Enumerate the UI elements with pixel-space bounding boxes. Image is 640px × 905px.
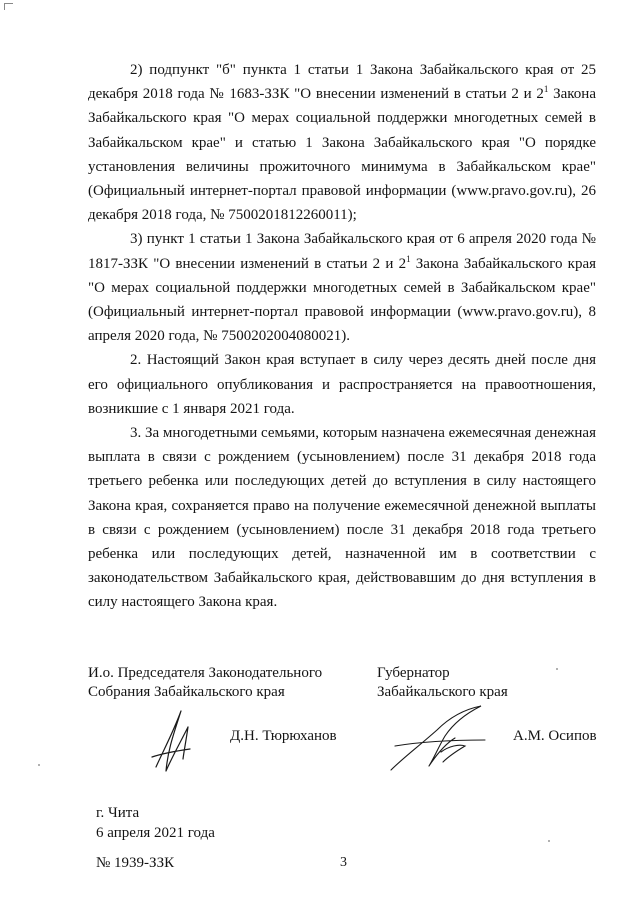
paragraph-item-3: 3) пункт 1 статьи 1 Закона Забайкальского края от 6 апреля 2020 года № 1817-ЗЗК "О внесении изменений в статьи 2 и $2^1$ Закона Забайкальского края "О мерах социальной поддержки многодетных семей в Забайкальском крае" (Официальный интернет-портал правовой информации (www.pravo.gov.ru), 8 апреля 2020 года, № 7500202004080021). bbox=[88, 231, 597, 345]
right-signatory-title: Губернатор Забайкальского края bbox=[377, 665, 508, 700]
paragraph-article-2: 2. Настоящий Закон края вступает в силу через десять дней после дня его официального опубликования и распространяется на правоотношения, возникшие с 1 января 2021 года. bbox=[88, 352, 596, 417]
scan-speck bbox=[548, 840, 550, 842]
right-signatory-name: А.М. Осипов bbox=[513, 728, 597, 744]
scan-speck bbox=[556, 668, 558, 670]
body-text bbox=[88, 58, 596, 615]
paragraph-article-3: 3. За многодетными семьями, которым назначена ежемесячная денежная выплата в связи с рождением (усыновлением) после 31 декабря 2018 года третьего ребенка или последующих детей до вступления в силу настоящего Закона края, сохраняется право на получение ежемесячной денежной выплаты в связи с рождением (усыновлением) после 31 декабря 2018 года третьего ребенка или последующих детей, назначенной им в соответствии с законодательством Забайкальского края, действовавшим до дня вступления в силу настоящего Закона края. bbox=[88, 425, 596, 611]
scan-corner-mark bbox=[4, 3, 13, 10]
left-signatory-name: Д.Н. Тюрюханов bbox=[230, 728, 337, 744]
date: 6 апреля 2021 года bbox=[96, 825, 215, 841]
scan-speck bbox=[38, 764, 40, 766]
place-and-date bbox=[96, 803, 215, 843]
city: г. Чита bbox=[96, 805, 140, 821]
left-signatory-title: И.о. Председателя Законодательного Собрания Забайкальского края bbox=[88, 665, 323, 700]
page-number: 3 bbox=[340, 855, 347, 870]
document-number: № 1939-ЗЗК bbox=[96, 855, 175, 871]
paragraph-item-2: 2) подпункт "б" пункта 1 статьи 1 Закона Забайкальского края от 25 декабря 2018 года № 1683-ЗЗК "О внесении изменений в статьи 2 и $2^1$ Закона Забайкальского края "О мерах социальной поддержки многодетных семей в Забайкальском крае" и статью 1 Закона Забайкальского края "О порядке установления величины прожиточного минимума в Забайкальском крае" (Официальный интернет-портал правовой информации (www.pravo.gov.ru), 26 декабря 2018 года, № 7500201812260011); bbox=[88, 62, 596, 224]
right-handwritten-signature bbox=[385, 700, 495, 780]
left-handwritten-signature bbox=[150, 705, 200, 775]
